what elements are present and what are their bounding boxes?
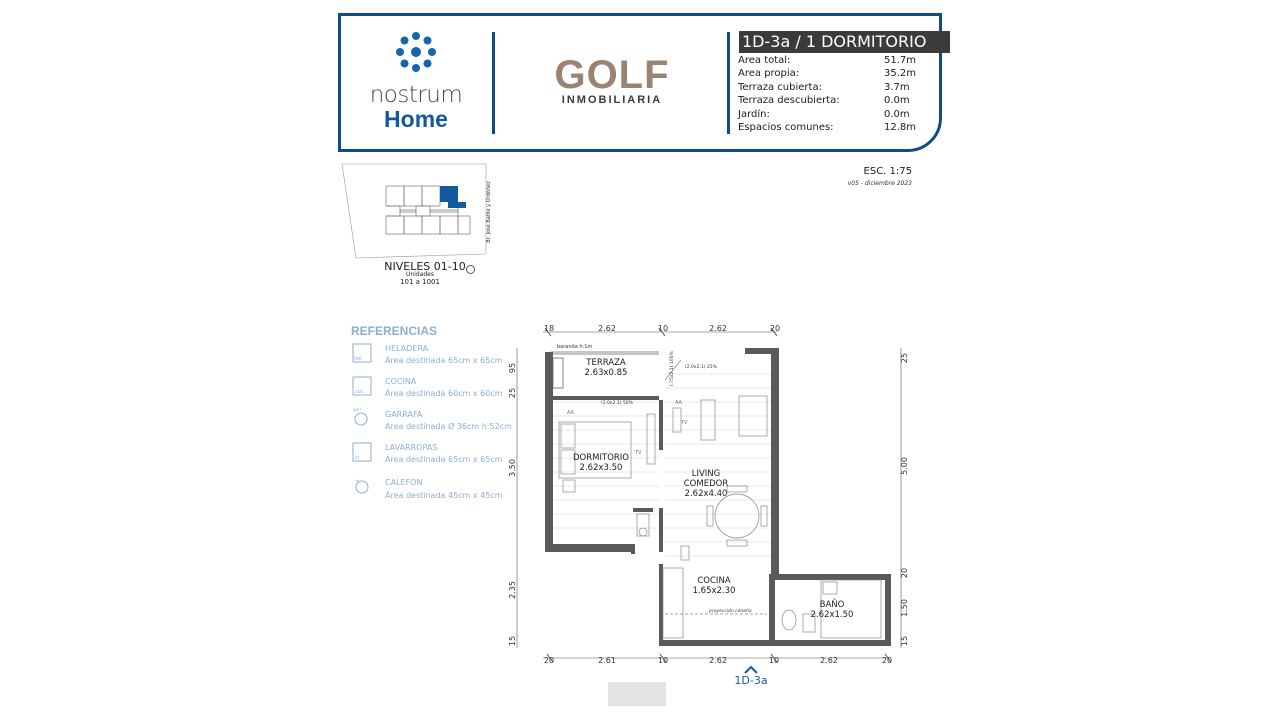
- reference-desc: Área destinada 65cm x 65cm: [385, 356, 503, 365]
- gray-placeholder: [608, 682, 666, 706]
- niveles-label: NIVELES 01-10: [384, 260, 466, 273]
- dim-bottom: 2.61: [598, 656, 616, 665]
- reference-desc: Área destinada 60cm x 60cm: [385, 389, 503, 398]
- room-size: 2.62x3.50: [579, 463, 623, 473]
- area-label: Espacios comunes:: [738, 122, 834, 133]
- svg-text:AA: AA: [675, 400, 682, 406]
- area-value: 12.8m: [884, 122, 917, 133]
- svg-text:TV: TV: [681, 420, 688, 426]
- room-name-2: COMEDOR: [683, 479, 729, 489]
- dim-left: 2.35: [508, 581, 517, 599]
- dim-top: 18: [543, 324, 555, 333]
- room-name: TERRAZA: [586, 358, 626, 368]
- dim-right: 15: [900, 635, 909, 647]
- reference-name: LAVARROPAS: [385, 443, 438, 452]
- reference-desc: Área destinada 65cm x 65cm: [385, 455, 503, 464]
- version-label: v05 - diciembre 2023: [847, 180, 912, 187]
- dim-bottom: 2.62: [820, 656, 838, 665]
- room-size: 2.62x1.50: [810, 610, 854, 620]
- washing-machine-icon: [352, 442, 372, 462]
- room-size: 2.63x0.85: [584, 368, 628, 378]
- area-value: 35.2m: [884, 68, 917, 79]
- brand-nostrum: nostrum: [369, 82, 463, 108]
- area-value: 3.7m: [884, 82, 910, 93]
- golf-logo-subtitle: INMOBILIARIA: [561, 94, 663, 106]
- dim-right: 25: [900, 352, 909, 364]
- scale-label: ESC. 1:75: [863, 166, 912, 177]
- svg-text:lv: lv: [355, 455, 360, 461]
- unidades-range: 101 a 1001: [400, 278, 440, 286]
- header-divider: [727, 32, 730, 134]
- compass-icon: [466, 265, 475, 274]
- room-size: 2.62x4.40: [684, 489, 728, 499]
- projection-note: proyección ceneña: [709, 609, 752, 614]
- golf-logo-word: GOLF: [554, 53, 670, 97]
- area-value: 51.7m: [884, 55, 917, 66]
- window-note: (2.0x2.1) 50%: [601, 401, 633, 406]
- dim-left: 25: [508, 387, 517, 399]
- reference-desc: Área destinada 45cm x 45cm: [385, 491, 503, 500]
- chevron-up-icon: [742, 664, 760, 674]
- room-name: BAÑO: [819, 600, 845, 610]
- dim-bottom: 10: [768, 656, 780, 665]
- nostrum-star-logo: [394, 30, 438, 74]
- unidades-label: Unidades: [406, 271, 434, 278]
- railing-note: baranda h:1m: [557, 344, 593, 350]
- dim-bottom: 10: [657, 656, 669, 665]
- area-label: Area total:: [738, 55, 791, 66]
- reference-name: GARRAFA: [385, 410, 423, 419]
- room-name: DORMITORIO: [573, 453, 629, 463]
- area-label: Area propia:: [738, 68, 800, 79]
- window-note: (.75x2.1) 100%: [670, 351, 675, 386]
- dim-bottom: 2.62: [709, 656, 727, 665]
- svg-text:TV: TV: [635, 450, 642, 456]
- reference-name: HELADERA: [385, 344, 429, 353]
- key-plan-street: Br. José Batlle y Ordóñez: [486, 181, 492, 243]
- references-title: REFERENCIAS: [351, 324, 438, 338]
- unit-title: 1D-3a / 1 DORMITORIO: [739, 31, 950, 53]
- area-label: Terraza cubierta:: [738, 82, 822, 93]
- area-value: 0.0m: [884, 109, 910, 120]
- reference-name: COCINA: [385, 377, 417, 386]
- dim-top: 2.62: [709, 324, 727, 333]
- unit-code-label: 1D-3a: [734, 674, 768, 687]
- svg-text:coc: coc: [355, 389, 364, 395]
- stove-icon: [352, 376, 372, 396]
- dim-top: 20: [769, 324, 781, 333]
- dim-left: 15: [508, 635, 517, 647]
- area-label: Jardín:: [738, 109, 770, 120]
- dim-left: 3.50: [508, 459, 517, 477]
- dim-bottom: 20: [881, 656, 893, 665]
- dim-right: 1.50: [900, 599, 909, 617]
- key-plan: [338, 162, 498, 262]
- water-heater-icon: [352, 476, 372, 496]
- svg-text:AA: AA: [567, 410, 574, 416]
- dim-right: 20: [900, 567, 909, 579]
- svg-text:garr: garr: [353, 407, 362, 412]
- room-size: 1.65x2.30: [692, 586, 736, 596]
- dim-top: 10: [657, 324, 669, 333]
- fridge-icon: [352, 343, 372, 363]
- floor-plan: [505, 318, 925, 690]
- dim-top: 2.62: [598, 324, 616, 333]
- reference-desc: Área destinada Ø 36cm h:52cm: [385, 422, 512, 431]
- dim-bottom: 20: [543, 656, 555, 665]
- svg-text:hel: hel: [354, 356, 362, 362]
- area-value: 0.0m: [884, 95, 910, 106]
- gas-bottle-icon: [352, 406, 372, 428]
- room-name: LIVING: [691, 469, 721, 479]
- dim-right: 5.00: [900, 457, 909, 475]
- window-note: (2.0x2.1) 25%: [685, 365, 717, 370]
- header-divider: [492, 32, 495, 134]
- dim-left: 95: [508, 362, 517, 374]
- reference-name: CALEFÓN: [385, 478, 423, 487]
- brand-home: Home: [384, 106, 448, 132]
- room-name: COCINA: [697, 576, 731, 586]
- area-label: Terraza descubierta:: [738, 95, 840, 106]
